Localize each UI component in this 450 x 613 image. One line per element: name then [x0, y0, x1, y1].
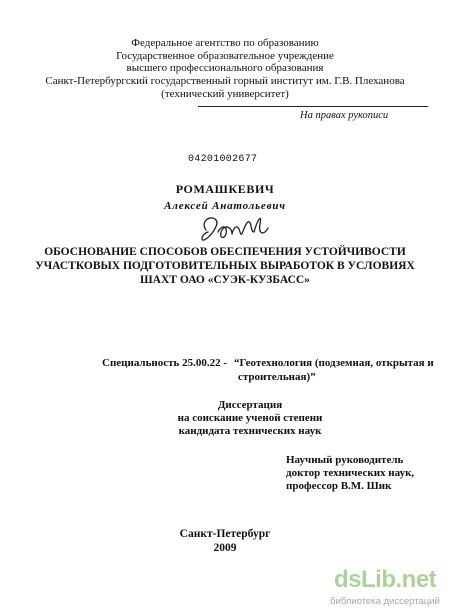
supervisor-name: профессор В.М. Шик	[286, 480, 392, 492]
specialty-name-line2: строительная)”	[238, 371, 316, 383]
watermark-logo: dsLib.net	[334, 566, 437, 593]
supervisor-label: Научный руководитель	[286, 454, 404, 466]
header-line-education-level: высшего профессионального образования	[126, 62, 324, 74]
manuscript-rule	[198, 106, 428, 107]
catalog-code: 04201002677	[188, 154, 258, 165]
handwritten-signature	[196, 210, 276, 251]
header-line-ministry: Федеральное агентство по образованию	[131, 37, 319, 49]
header-line-institution-type: Государственное образовательное учреждение	[116, 50, 334, 62]
city: Санкт-Петербург	[179, 528, 271, 540]
dissertation-degree-name: кандидата технических наук	[178, 425, 322, 437]
manuscript-note: На правах рукописи	[300, 110, 389, 121]
supervisor-degree: доктор технических наук,	[286, 467, 415, 479]
dissertation-label: Диссертация	[217, 399, 283, 411]
specialty-name-line1: “Геотехнология (подземная, открытая и	[234, 357, 434, 369]
author-given-names: Алексей Анатольевич	[164, 200, 286, 212]
specialty	[102, 357, 434, 370]
year: 2009	[213, 542, 237, 554]
title-line-2: УЧАСТКОВЫХ ПОДГОТОВИТЕЛЬНЫХ ВЫРАБОТОК В УСЛОВИЯХ	[35, 260, 415, 272]
title-line-1: ОБОСНОВАНИЕ СПОСОБОВ ОБЕСПЕЧЕНИЯ УСТОЙЧИВОСТИ	[44, 246, 406, 258]
dissertation-degree-line: на соискание ученой степени	[177, 412, 323, 424]
title-line-3: ШАХТ ОАО «СУЭК-КУЗБАСС»	[140, 274, 310, 286]
specialty-code: Специальность 25.00.22 -	[102, 357, 228, 369]
header-line-university: (технический университет)	[161, 88, 289, 100]
watermark	[330, 566, 446, 610]
watermark-tagline: библиотека диссертаций	[330, 596, 440, 607]
header-line-institute-name: Санкт-Петербургский государственный горный институт им. Г.В. Плеханова	[45, 75, 405, 87]
author-surname: РОМАШКЕВИЧ	[175, 182, 275, 196]
